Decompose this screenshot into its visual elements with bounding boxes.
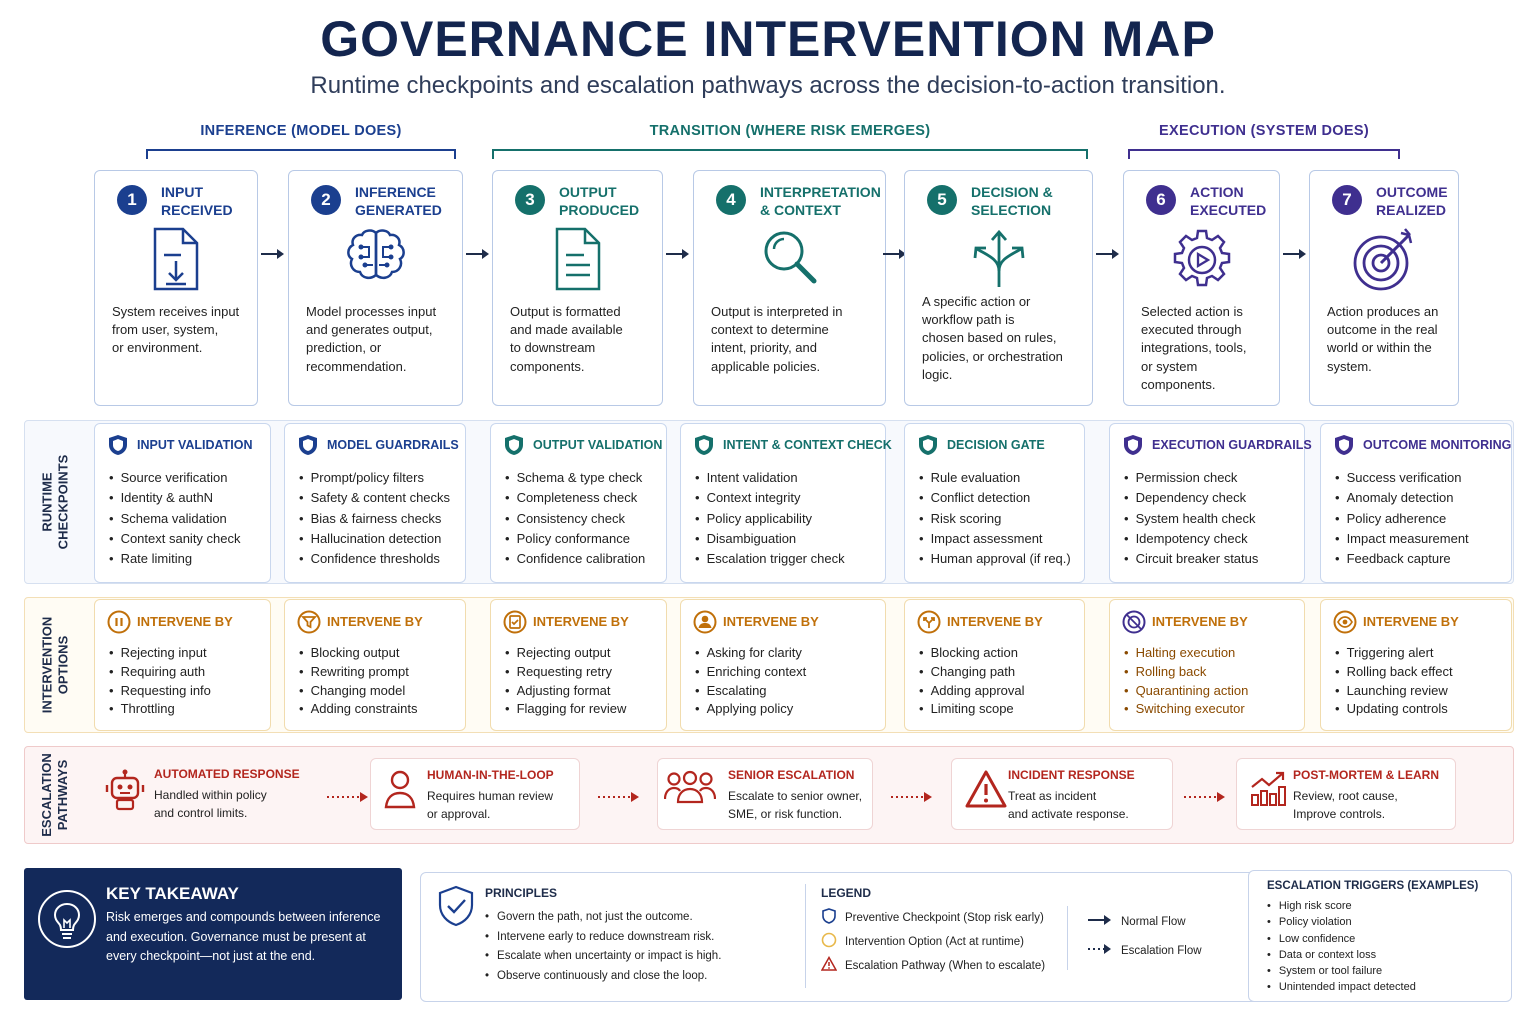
checkpoint-title: EXECUTION GUARDRAILS	[1152, 438, 1312, 452]
legend-item	[821, 908, 1045, 927]
escalation-text: Treat as incident and activate response.	[1008, 789, 1129, 821]
intervention-header	[503, 610, 629, 632]
checkpoint-header	[297, 434, 459, 456]
intervention-card	[1320, 599, 1512, 731]
intervention-title: INTERVENE BY	[947, 613, 1043, 629]
intervention-list	[109, 644, 211, 719]
checkpoint-header	[503, 434, 662, 456]
step-card-3	[492, 170, 663, 406]
checkpoint-card	[904, 423, 1085, 583]
intervention-item: • Rolling back effect	[1335, 663, 1453, 682]
legend-label: Escalation Pathway (When to escalate)	[845, 959, 1046, 972]
phase-inference-bracket	[146, 149, 456, 159]
brain-circuit-icon	[289, 227, 462, 297]
intervention-item: • Quarantining action	[1124, 682, 1248, 701]
chart-up-icon	[1249, 769, 1289, 812]
escalation-arrow-icon	[890, 790, 934, 808]
trigger-item: • Data or context loss	[1267, 947, 1416, 963]
checkpoint-header	[107, 434, 253, 456]
checkpoint-header	[1122, 434, 1312, 456]
checkpoint-list	[1124, 468, 1258, 569]
page-title: GOVERNANCE INTERVENTION MAP	[320, 11, 1216, 67]
intervention-title: INTERVENE BY	[533, 613, 629, 629]
checkpoint-item: • Risk scoring	[919, 509, 1071, 529]
checkpoint-item: • Policy conformance	[505, 529, 645, 549]
escalation-arrow-icon	[1183, 790, 1227, 808]
intervention-item: • Limiting scope	[919, 700, 1025, 719]
checkpoint-item: • Hallucination detection	[299, 529, 450, 549]
clipboard-check-icon	[503, 610, 525, 632]
checkpoint-list	[1335, 468, 1469, 569]
intervention-header	[1122, 610, 1248, 632]
intervention-item: • Blocking action	[919, 644, 1025, 663]
step-card-1	[94, 170, 258, 406]
dotted-arrow-icon	[1087, 943, 1113, 958]
escalation-arrow-icon	[326, 790, 370, 808]
intervention-card	[94, 599, 271, 731]
shield-icon	[1122, 434, 1144, 456]
person-icon	[693, 610, 715, 632]
escalation-arrow-icon	[597, 790, 641, 808]
intervention-title: INTERVENE BY	[327, 613, 423, 629]
intervention-item: • Requiring auth	[109, 663, 211, 682]
halt-gear-icon	[1122, 610, 1144, 632]
intervention-item: • Enriching context	[695, 663, 806, 682]
principle-item: • Govern the path, not just the outcome.	[485, 908, 721, 928]
takeaway-text: Risk emerges and compounds between inference and execution. Governance must be present at every checkpoint—not just at the end.	[106, 910, 381, 963]
step-number: 1	[117, 185, 147, 215]
flow-arrow-icon	[665, 247, 691, 265]
step-card-7	[1309, 170, 1459, 406]
checkpoint-item: • Schema validation	[109, 509, 241, 529]
checkpoint-item: • System health check	[1124, 509, 1258, 529]
intervention-item: • Launching review	[1335, 682, 1453, 701]
intervention-item: • Switching executor	[1124, 700, 1248, 719]
intervention-item: • Adding constraints	[299, 700, 418, 719]
checkpoint-header	[1333, 434, 1511, 456]
trigger-item: • High risk score	[1267, 898, 1416, 914]
intervention-title: INTERVENE BY	[137, 613, 233, 629]
intervention-header	[917, 610, 1043, 632]
checkpoint-card	[1109, 423, 1312, 583]
checkpoint-item: • Source verification	[109, 468, 241, 488]
checkpoint-title: INPUT VALIDATION	[137, 438, 253, 452]
step-title: INFERENCE GENERATED	[355, 184, 442, 218]
intervention-card	[284, 599, 466, 731]
checkpoint-title: INTENT & CONTEXT CHECK	[723, 438, 892, 452]
step-title: ACTION EXECUTED	[1190, 184, 1267, 218]
checkpoint-item: • Dependency check	[1124, 488, 1258, 508]
intervention-item: • Adjusting format	[505, 682, 626, 701]
checkpoint-item: • Prompt/policy filters	[299, 468, 450, 488]
phase-execution-bracket	[1128, 149, 1400, 159]
intervention-list	[1335, 644, 1453, 719]
checkpoint-title: OUTPUT VALIDATION	[533, 438, 663, 452]
key-takeaway-panel	[24, 868, 402, 1000]
eye-icon	[1333, 610, 1355, 632]
step-description: Output is interpreted in context to determine intent, priority, and applicable policies.	[711, 304, 843, 374]
intervention-item: • Adding approval	[919, 682, 1025, 701]
step-title: DECISION & SELECTION	[971, 184, 1053, 218]
phase-execution-label: EXECUTION (SYSTEM DOES)	[1159, 123, 1369, 139]
checkpoint-item: • Success verification	[1335, 468, 1469, 488]
escalation-text: Requires human review or approval.	[427, 789, 554, 821]
checkpoint-title: OUTCOME MONITORING	[1363, 438, 1512, 452]
checkpoint-item: • Disambiguation	[695, 529, 845, 549]
solid-arrow-icon	[1087, 914, 1113, 929]
intervention-item: • Updating controls	[1335, 700, 1453, 719]
escalation-step	[370, 758, 580, 830]
checkpoint-item: • Completeness check	[505, 488, 645, 508]
checkpoints-row-label: RUNTIME CHECKPOINTS	[39, 454, 70, 550]
checkpoint-title: DECISION GATE	[947, 438, 1045, 452]
shield-outline-icon	[821, 908, 837, 927]
intervention-title: INTERVENE BY	[1152, 613, 1248, 629]
intervention-item: • Flagging for review	[505, 700, 626, 719]
escalation-step	[1236, 758, 1456, 830]
principle-item: • Observe continuously and close the loop.	[485, 967, 721, 987]
step-description: System receives input from user, system, or environment.	[112, 304, 240, 356]
intervention-item: • Blocking output	[299, 644, 418, 663]
flow-arrow-icon	[260, 247, 286, 265]
step-title: INPUT RECEIVED	[161, 184, 233, 218]
checkpoint-item: • Policy applicability	[695, 509, 845, 529]
intervention-item: • Throttling	[109, 700, 211, 719]
intervention-header	[297, 610, 423, 632]
warning-icon	[964, 769, 1008, 814]
step-description: Output is formatted and made available to downstream components.	[510, 304, 623, 374]
intervention-card	[1109, 599, 1305, 731]
shield-check-icon	[436, 884, 476, 933]
legend-flow	[1087, 914, 1202, 929]
escalation-title: INCIDENT RESPONSE	[1008, 768, 1135, 782]
checkpoint-list	[919, 468, 1071, 569]
triggers-list	[1267, 898, 1416, 996]
checkpoint-item: • Feedback capture	[1335, 549, 1469, 569]
step-title: INTERPRETATION & CONTEXT	[760, 184, 881, 218]
divider	[805, 884, 806, 988]
checkpoint-list	[695, 468, 845, 569]
pause-icon	[107, 610, 129, 632]
escalation-triggers-panel	[1248, 870, 1512, 1002]
legend-item	[821, 932, 1045, 951]
step-number: 4	[716, 185, 746, 215]
intervention-item: • Rolling back	[1124, 663, 1248, 682]
escalation-step	[951, 758, 1173, 830]
checkpoint-item: • Conflict detection	[919, 488, 1071, 508]
intervention-item: • Asking for clarity	[695, 644, 806, 663]
intervention-item: • Rejecting output	[505, 644, 626, 663]
shield-icon	[1333, 434, 1355, 456]
shield-icon	[503, 434, 525, 456]
step-number: 6	[1146, 185, 1176, 215]
step-number: 2	[311, 185, 341, 215]
intervention-item: • Applying policy	[695, 700, 806, 719]
escalation-row-label: ESCALATION PATHWAYS	[39, 753, 71, 837]
flow-arrow-icon	[1095, 247, 1121, 265]
step-description: Action produces an outcome in the real world or within the system.	[1327, 304, 1439, 374]
warning-outline-icon	[821, 956, 837, 975]
intervention-title: INTERVENE BY	[1363, 613, 1459, 629]
phase-transition-label: TRANSITION (WHERE RISK EMERGES)	[649, 123, 931, 139]
principles-title: PRINCIPLES	[485, 886, 558, 900]
checkpoint-card	[490, 423, 667, 583]
checkpoint-list	[109, 468, 241, 569]
checkpoint-item: • Context sanity check	[109, 529, 241, 549]
step-card-2	[288, 170, 463, 406]
checkpoint-item: • Intent validation	[695, 468, 845, 488]
step-number: 5	[927, 185, 957, 215]
checkpoint-title: MODEL GUARDRAILS	[327, 438, 459, 452]
checkpoint-item: • Human approval (if req.)	[919, 549, 1071, 569]
group-icon	[664, 769, 716, 810]
intervention-item: • Requesting retry	[505, 663, 626, 682]
document-download-icon	[95, 227, 257, 297]
intervention-item: • Rejecting input	[109, 644, 211, 663]
step-title: OUTCOME REALIZED	[1376, 184, 1448, 218]
checkpoint-card	[284, 423, 466, 583]
trigger-item: • Policy violation	[1267, 914, 1416, 930]
escalation-text: Handled within policy and control limits.	[154, 788, 267, 820]
page-subtitle: Runtime checkpoints and escalation pathways across the decision-to-action transition.	[310, 72, 1226, 99]
checkpoint-list	[299, 468, 450, 569]
checkpoint-item: • Permission check	[1124, 468, 1258, 488]
legend-flow-label: Escalation Flow	[1121, 944, 1202, 957]
escalation-step	[92, 758, 326, 830]
escalation-title: SENIOR ESCALATION	[728, 768, 855, 782]
trigger-item: • System or tool failure	[1267, 963, 1416, 979]
robot-icon	[104, 768, 146, 817]
legend-title: LEGEND	[821, 886, 872, 900]
checkpoint-list	[505, 468, 645, 569]
gear-play-icon	[1124, 227, 1279, 297]
intervention-item: • Changing path	[919, 663, 1025, 682]
checkpoint-item: • Escalation trigger check	[695, 549, 845, 569]
intervention-card	[904, 599, 1085, 731]
intervention-list	[505, 644, 626, 719]
escalation-title: AUTOMATED RESPONSE	[154, 767, 300, 781]
shield-icon	[297, 434, 319, 456]
checkpoint-item: • Circuit breaker status	[1124, 549, 1258, 569]
checkpoint-item: • Context integrity	[695, 488, 845, 508]
split-icon	[917, 610, 939, 632]
intervention-card	[490, 599, 667, 731]
legend-item	[821, 956, 1045, 975]
checkpoint-item: • Safety & content checks	[299, 488, 450, 508]
checkpoint-item: • Policy adherence	[1335, 509, 1469, 529]
principle-item: • Intervene early to reduce downstream risk.	[485, 928, 721, 948]
intervention-list	[1124, 644, 1248, 719]
checkpoint-item: • Rate limiting	[109, 549, 241, 569]
legend-label: Intervention Option (Act at runtime)	[845, 935, 1024, 948]
checkpoint-item: • Rule evaluation	[919, 468, 1071, 488]
magnifier-icon	[694, 227, 885, 297]
checkpoint-card	[1320, 423, 1512, 583]
intervention-card	[680, 599, 886, 731]
step-title: OUTPUT PRODUCED	[559, 184, 640, 218]
flow-arrow-icon	[1282, 247, 1308, 265]
legend-label: Preventive Checkpoint (Stop risk early)	[845, 911, 1044, 924]
step-card-5	[904, 170, 1093, 406]
split-arrows-icon	[905, 227, 1092, 297]
intervention-item: • Halting execution	[1124, 644, 1248, 663]
step-card-4	[693, 170, 886, 406]
escalation-title: POST-MORTEM & LEARN	[1293, 768, 1439, 782]
phase-inference-label: INFERENCE (MODEL DOES)	[200, 123, 402, 139]
document-lines-icon	[493, 227, 662, 297]
circle-outline-icon	[821, 932, 837, 951]
intervention-item: • Rewriting prompt	[299, 663, 418, 682]
intervention-list	[919, 644, 1025, 719]
escalation-text: Review, root cause, Improve controls.	[1293, 789, 1398, 821]
intervention-list	[299, 644, 418, 719]
step-card-6	[1123, 170, 1280, 406]
checkpoint-item: • Bias & fairness checks	[299, 509, 450, 529]
shield-icon	[917, 434, 939, 456]
checkpoint-item: • Anomaly detection	[1335, 488, 1469, 508]
flow-arrow-icon	[465, 247, 491, 265]
principles-list	[485, 908, 721, 986]
checkpoint-item: • Schema & type check	[505, 468, 645, 488]
checkpoint-item: • Confidence calibration	[505, 549, 645, 569]
person-outline-icon	[383, 769, 417, 814]
step-number: 3	[515, 185, 545, 215]
checkpoint-item: • Impact measurement	[1335, 529, 1469, 549]
checkpoint-item: • Confidence thresholds	[299, 549, 450, 569]
legend-flow-label: Normal Flow	[1121, 915, 1186, 928]
intervention-header	[107, 610, 233, 632]
checkpoint-item: • Identity & authN	[109, 488, 241, 508]
filter-icon	[297, 610, 319, 632]
triggers-title: ESCALATION TRIGGERS (EXAMPLES)	[1267, 880, 1479, 892]
lightbulb-icon	[38, 890, 96, 948]
intervention-header	[693, 610, 819, 632]
intervention-item: • Requesting info	[109, 682, 211, 701]
target-arrow-icon	[1310, 227, 1458, 297]
legend-flows	[1087, 914, 1202, 972]
escalation-step	[657, 758, 873, 830]
interventions-row-label: INTERVENTION OPTIONS	[39, 616, 70, 714]
step-number: 7	[1332, 185, 1362, 215]
checkpoint-card	[680, 423, 892, 583]
principle-item: • Escalate when uncertainty or impact is high.	[485, 947, 721, 967]
phase-transition-bracket	[492, 149, 1088, 159]
shield-icon	[693, 434, 715, 456]
legend-flow	[1087, 943, 1202, 958]
checkpoint-item: • Idempotency check	[1124, 529, 1258, 549]
intervention-list	[695, 644, 806, 719]
trigger-item: • Unintended impact detected	[1267, 979, 1416, 995]
divider	[1067, 906, 1068, 970]
escalation-title: HUMAN-IN-THE-LOOP	[427, 768, 554, 782]
intervention-header	[1333, 610, 1459, 632]
intervention-title: INTERVENE BY	[723, 613, 819, 629]
intervention-item: • Changing model	[299, 682, 418, 701]
checkpoint-header	[917, 434, 1045, 456]
step-description: Selected action is executed through integrations, tools, or system components.	[1141, 304, 1247, 392]
step-description: A specific action or workflow path is chosen based on rules, policies, or orchestration logic.	[922, 294, 1063, 382]
intervention-item: • Triggering alert	[1335, 644, 1453, 663]
trigger-item: • Low confidence	[1267, 931, 1416, 947]
shield-icon	[107, 434, 129, 456]
checkpoint-item: • Impact assessment	[919, 529, 1071, 549]
checkpoint-header	[693, 434, 892, 456]
escalation-text: Escalate to senior owner, SME, or risk function.	[728, 789, 863, 821]
step-description: Model processes input and generates output, prediction, or recommendation.	[306, 304, 437, 374]
takeaway-title: KEY TAKEAWAY	[106, 884, 239, 903]
checkpoint-card	[94, 423, 271, 583]
intervention-item: • Escalating	[695, 682, 806, 701]
legend-items	[821, 908, 1045, 980]
checkpoint-item: • Consistency check	[505, 509, 645, 529]
